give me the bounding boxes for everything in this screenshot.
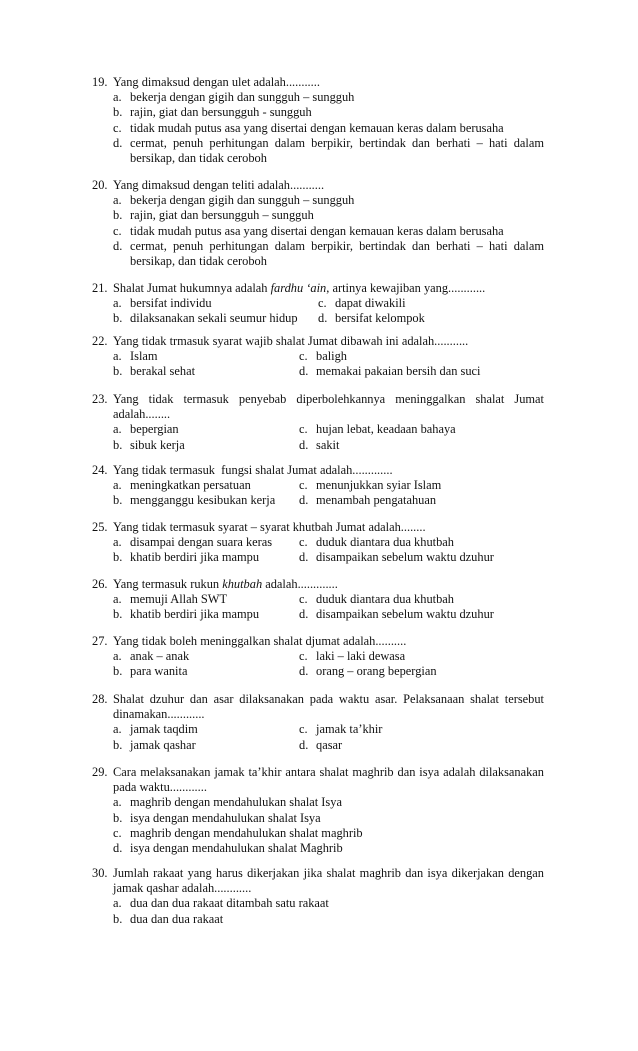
- option-text: rajin, giat dan bersungguh – sungguh: [130, 208, 314, 223]
- option-letter: a.: [113, 649, 122, 664]
- question-stem: [92, 520, 544, 535]
- option-row: [92, 311, 544, 326]
- option-b: khatib berdiri jika mampu: [130, 550, 260, 565]
- option-d: disampaikan sebelum waktu dzuhur: [316, 550, 494, 565]
- option-b: [92, 208, 544, 223]
- option-row: [92, 296, 544, 311]
- option-letter: a.: [113, 722, 122, 737]
- option-letter: d.: [299, 550, 309, 565]
- option-b: berakal sehat: [130, 364, 196, 379]
- question-text: , artinya kewajiban yang............: [326, 281, 486, 295]
- option-row: [92, 438, 544, 453]
- question-text: Shalat dzuhur dan asar dilaksanakan pada waktu asar. Pelaksanaan shalat tersebut: [113, 692, 544, 706]
- option-a: Islam: [130, 349, 158, 364]
- option-text: isya dengan mendahulukan shalat Isya: [130, 810, 321, 825]
- option-c: hujan lebat, keadaan bahaya: [316, 422, 456, 437]
- option-letter: c.: [299, 592, 308, 607]
- option-row: [92, 550, 544, 565]
- option-b: [92, 912, 544, 927]
- option-letter: a.: [113, 478, 122, 493]
- option-text: isya dengan mendahulukan shalat Maghrib: [130, 841, 343, 856]
- question-text: Shalat Jumat hukumnya adalah: [113, 281, 271, 295]
- question-text: pada waktu............: [113, 780, 207, 795]
- question-number: 24.: [92, 463, 108, 477]
- option-letter: a.: [113, 896, 122, 911]
- option-letter: b.: [113, 737, 123, 752]
- option-a: [92, 90, 544, 105]
- option-a: [92, 795, 544, 810]
- option-b: mengganggu kesibukan kerja: [130, 493, 276, 508]
- option-row: [92, 422, 544, 437]
- option-letter: b.: [113, 364, 123, 379]
- question-text: adalah........: [113, 407, 171, 422]
- option-b: [92, 811, 544, 826]
- option-letter: a.: [113, 90, 122, 105]
- question-stem: [92, 765, 544, 795]
- option-letter: b.: [113, 311, 123, 326]
- question-number: 25.: [92, 520, 108, 534]
- question-22: [92, 334, 544, 380]
- option-letter: c.: [299, 478, 308, 493]
- question-number: 21.: [92, 281, 108, 295]
- question-number: 30.: [92, 866, 108, 880]
- option-letter: b.: [113, 437, 123, 452]
- option-d: sakit: [316, 437, 340, 452]
- question-text-italic: fardhu ‘ain: [270, 281, 327, 295]
- question-27: [92, 634, 544, 680]
- question-text: Yang dimaksud dengan ulet adalah...........: [113, 75, 320, 89]
- option-d: orang – orang bepergian: [316, 664, 437, 679]
- option-text: cermat, penuh perhitungan dalam berpikir, bertindak dan berhati – hati dalam bersikap, dan tidak ceroboh: [130, 238, 544, 269]
- option-a: meningkatkan persatuan: [130, 478, 251, 493]
- question-stem: [92, 281, 544, 296]
- option-row: [92, 722, 544, 737]
- question-stem: [92, 692, 544, 722]
- option-a: [92, 193, 544, 208]
- option-c: [92, 121, 544, 136]
- question-30: [92, 866, 544, 927]
- option-letter: c.: [299, 422, 308, 437]
- question-stem: [92, 392, 544, 422]
- option-text: dua dan dua rakaat: [130, 911, 224, 926]
- option-letter: a.: [113, 296, 122, 311]
- option-row: [92, 664, 544, 679]
- option-c: duduk diantara dua khutbah: [316, 592, 454, 607]
- question-28: [92, 692, 544, 753]
- option-text: bekerja dengan gigih dan sungguh – sungguh: [130, 193, 355, 208]
- option-letter: b.: [113, 208, 123, 223]
- option-row: [92, 592, 544, 607]
- option-letter: c.: [299, 722, 308, 737]
- option-c: menunjukkan syiar Islam: [316, 478, 442, 493]
- option-b: [92, 105, 544, 120]
- option-b: khatib berdiri jika mampu: [130, 607, 260, 622]
- question-19: [92, 75, 544, 166]
- question-stem: [92, 634, 544, 649]
- question-25: [92, 520, 544, 566]
- question-text: adalah.............: [262, 577, 338, 591]
- question-number: 28.: [92, 692, 108, 706]
- question-29: [92, 765, 544, 856]
- option-text: bekerja dengan gigih dan sungguh – sungguh: [130, 90, 355, 105]
- option-d: [92, 841, 544, 856]
- option-letter: a.: [113, 193, 122, 208]
- option-d: [92, 136, 544, 166]
- option-letter: d.: [113, 238, 123, 253]
- question-text: Yang dimaksud dengan teliti adalah...........: [113, 178, 325, 192]
- question-text: Jumlah rakaat yang harus dikerjakan jika shalat maghrib dan isya dikerjakan dengan: [113, 866, 544, 880]
- option-letter: d.: [299, 664, 309, 679]
- option-b: dilaksanakan sekali seumur hidup: [130, 311, 298, 326]
- question-text: Yang termasuk rukun: [113, 577, 223, 591]
- option-letter: b.: [113, 493, 123, 508]
- option-letter: b.: [113, 664, 123, 679]
- option-c: baligh: [316, 349, 347, 364]
- option-letter: d.: [299, 737, 309, 752]
- option-text: maghrib dengan mendahulukan shalat maghrib: [130, 825, 363, 840]
- option-a: [92, 896, 544, 911]
- question-stem: [92, 577, 544, 592]
- question-26: [92, 577, 544, 623]
- question-number: 23.: [92, 392, 108, 406]
- option-letter: c.: [113, 223, 122, 238]
- question-stem: [92, 75, 544, 90]
- option-letter: d.: [318, 311, 328, 326]
- question-number: 29.: [92, 765, 108, 779]
- option-text: maghrib dengan mendahulukan shalat Isya: [130, 795, 342, 810]
- option-c: [92, 224, 544, 239]
- option-letter: d.: [299, 437, 309, 452]
- option-c: duduk diantara dua khutbah: [316, 535, 454, 550]
- question-text: dinamakan............: [113, 707, 205, 722]
- option-letter: a.: [113, 795, 122, 810]
- question-text: Yang tidak trmasuk syarat wajib shalat Jumat dibawah ini adalah...........: [113, 334, 469, 348]
- option-letter: a.: [113, 422, 122, 437]
- question-text: jamak qashar adalah............: [113, 881, 252, 896]
- question-text: Yang tidak boleh meninggalkan shalat djumat adalah..........: [113, 634, 407, 648]
- option-text: cermat, penuh perhitungan dalam berpikir, bertindak dan berhati – hati dalam bersikap, dan tidak ceroboh: [130, 135, 544, 166]
- option-d: menambah pengatahuan: [316, 493, 437, 508]
- option-letter: d.: [299, 607, 309, 622]
- option-letter: c.: [299, 535, 308, 550]
- question-stem: [92, 178, 544, 193]
- option-d: bersifat kelompok: [335, 311, 425, 326]
- option-text: rajin, giat dan bersungguh - sungguh: [130, 105, 312, 120]
- question-23: [92, 392, 544, 453]
- question-number: 19.: [92, 75, 108, 89]
- question-text: Yang tidak termasuk fungsi shalat Jumat adalah.............: [113, 463, 393, 477]
- option-b: para wanita: [130, 664, 188, 679]
- option-row: [92, 535, 544, 550]
- option-a: jamak taqdim: [130, 722, 198, 737]
- option-text: tidak mudah putus asa yang disertai dengan kemauan keras dalam berusaha: [130, 120, 504, 135]
- option-c: jamak ta’khir: [316, 722, 383, 737]
- question-number: 26.: [92, 577, 108, 591]
- option-a: anak – anak: [130, 649, 190, 664]
- option-row: [92, 493, 544, 508]
- option-c: [92, 826, 544, 841]
- option-d: [92, 239, 544, 269]
- option-row: [92, 364, 544, 379]
- option-letter: d.: [113, 841, 123, 856]
- question-stem: [92, 463, 544, 478]
- option-row: [92, 649, 544, 664]
- option-letter: d.: [299, 493, 309, 508]
- option-d: qasar: [316, 737, 343, 752]
- question-stem: [92, 866, 544, 896]
- option-letter: c.: [299, 349, 308, 364]
- option-letter: b.: [113, 105, 123, 120]
- option-a: disampai dengan suara keras: [130, 535, 273, 550]
- option-letter: c.: [318, 296, 327, 311]
- option-letter: a.: [113, 535, 122, 550]
- option-b: sibuk kerja: [130, 437, 185, 452]
- question-text: Yang tidak termasuk syarat – syarat khutbah Jumat adalah........: [113, 520, 426, 534]
- question-21: [92, 281, 544, 327]
- option-letter: b.: [113, 550, 123, 565]
- option-a: memuji Allah SWT: [130, 592, 228, 607]
- option-d: memakai pakaian bersih dan suci: [316, 364, 481, 379]
- question-number: 27.: [92, 634, 108, 648]
- question-text-italic: khutbah: [222, 577, 263, 591]
- option-d: disampaikan sebelum waktu dzuhur: [316, 607, 494, 622]
- option-letter: b.: [113, 607, 123, 622]
- option-row: [92, 738, 544, 753]
- option-letter: d.: [113, 135, 123, 150]
- option-c: laki – laki dewasa: [316, 649, 406, 664]
- option-letter: d.: [299, 364, 309, 379]
- question-20: [92, 178, 544, 269]
- option-a: bepergian: [130, 422, 179, 437]
- question-stem: [92, 334, 544, 349]
- question-number: 22.: [92, 334, 108, 348]
- option-letter: c.: [299, 649, 308, 664]
- question-number: 20.: [92, 178, 108, 192]
- option-a: bersifat individu: [130, 296, 212, 311]
- option-b: jamak qashar: [130, 737, 196, 752]
- option-row: [92, 478, 544, 493]
- option-letter: c.: [113, 120, 122, 135]
- question-text: Cara melaksanakan jamak ta’khir antara shalat maghrib dan isya adalah dilaksanakan: [113, 765, 544, 779]
- question-24: [92, 463, 544, 509]
- option-text: tidak mudah putus asa yang disertai dengan kemauan keras dalam berusaha: [130, 223, 504, 238]
- question-text: Yang tidak termasuk penyebab diperbolehkannya meninggalkan shalat Jumat: [113, 392, 544, 406]
- option-row: [92, 607, 544, 622]
- option-row: [92, 349, 544, 364]
- option-text: dua dan dua rakaat ditambah satu rakaat: [130, 896, 329, 911]
- option-letter: b.: [113, 810, 123, 825]
- option-letter: a.: [113, 349, 122, 364]
- option-letter: b.: [113, 911, 123, 926]
- option-letter: c.: [113, 825, 122, 840]
- option-letter: a.: [113, 592, 122, 607]
- option-c: dapat diwakili: [335, 296, 406, 311]
